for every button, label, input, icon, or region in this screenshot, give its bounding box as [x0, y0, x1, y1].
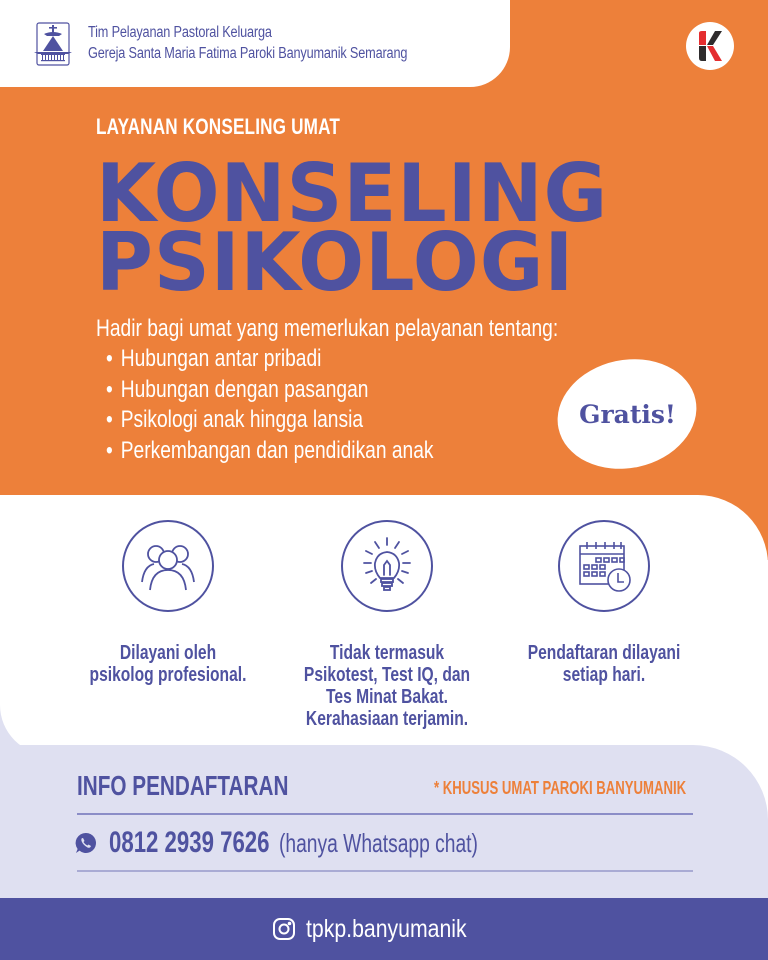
- instagram-icon: [272, 917, 296, 941]
- free-badge-label: Gratis!: [578, 399, 676, 429]
- list-item: • Hubungan dengan pasangan: [106, 375, 434, 406]
- instagram-handle[interactable]: tpkp.banyumanik: [306, 914, 468, 943]
- footer-bar: [0, 898, 768, 960]
- feature-text-line: Tidak termasuk: [329, 642, 445, 664]
- title-line-1: KONSELING: [96, 147, 609, 240]
- phone-number[interactable]: 0812 2939 7626: [109, 826, 270, 859]
- org-name-line2: Gereja Santa Maria Fatima Paroki Banyumanik Semarang: [88, 45, 408, 62]
- services-list: [106, 344, 434, 466]
- whatsapp-icon: [75, 832, 97, 854]
- parish-only-note: * KHUSUS UMAT PAROKI BANYUMANIK: [434, 778, 687, 798]
- title-line-2: PSIKOLOGI: [96, 216, 575, 309]
- feature-text: [504, 642, 704, 686]
- org-name-line1: Tim Pelayanan Pastoral Keluarga: [88, 24, 272, 41]
- list-item: • Psikologi anak hingga lansia: [106, 405, 434, 436]
- feature-text-line: setiap hari.: [562, 664, 646, 686]
- list-item: • Perkembangan dan pendidikan anak: [106, 436, 434, 467]
- service-kicker: LAYANAN KONSELING UMAT: [96, 114, 341, 139]
- organization-name: [88, 22, 477, 64]
- feature-confidentiality: [287, 520, 487, 730]
- instagram-link[interactable]: [272, 915, 495, 944]
- church-logo-icon: [34, 22, 72, 66]
- registration-info-title: INFO PENDAFTARAN: [77, 770, 289, 801]
- feature-professional-psychologist: [68, 520, 268, 686]
- feature-text: [287, 642, 487, 730]
- divider: [77, 870, 693, 872]
- lightbulb-icon: [341, 520, 433, 612]
- feature-text-line: Pendaftaran dilayani: [527, 642, 681, 664]
- lavender-info-panel: [0, 745, 768, 905]
- phone-note: (hanya Whatsapp chat): [279, 827, 478, 858]
- whatsapp-contact[interactable]: [75, 826, 548, 860]
- k-brand-logo-icon: [686, 22, 734, 70]
- list-item: • Hubungan antar pribadi: [106, 344, 434, 375]
- feature-text-line: Psikotest, Test IQ, dan: [303, 664, 471, 686]
- feature-text: [68, 642, 268, 686]
- people-group-icon: [122, 520, 214, 612]
- feature-daily-registration: [504, 520, 704, 686]
- feature-text-line: psikolog profesional.: [89, 664, 247, 686]
- feature-text-line: Tes Minat Bakat.: [326, 686, 448, 708]
- divider: [77, 813, 693, 815]
- feature-text-line: Dilayani oleh: [119, 642, 217, 664]
- calendar-clock-icon: [558, 520, 650, 612]
- intro-text: Hadir bagi umat yang memerlukan pelayanan tentang:: [96, 315, 559, 342]
- feature-text-line: Kerahasiaan terjamin.: [305, 708, 469, 730]
